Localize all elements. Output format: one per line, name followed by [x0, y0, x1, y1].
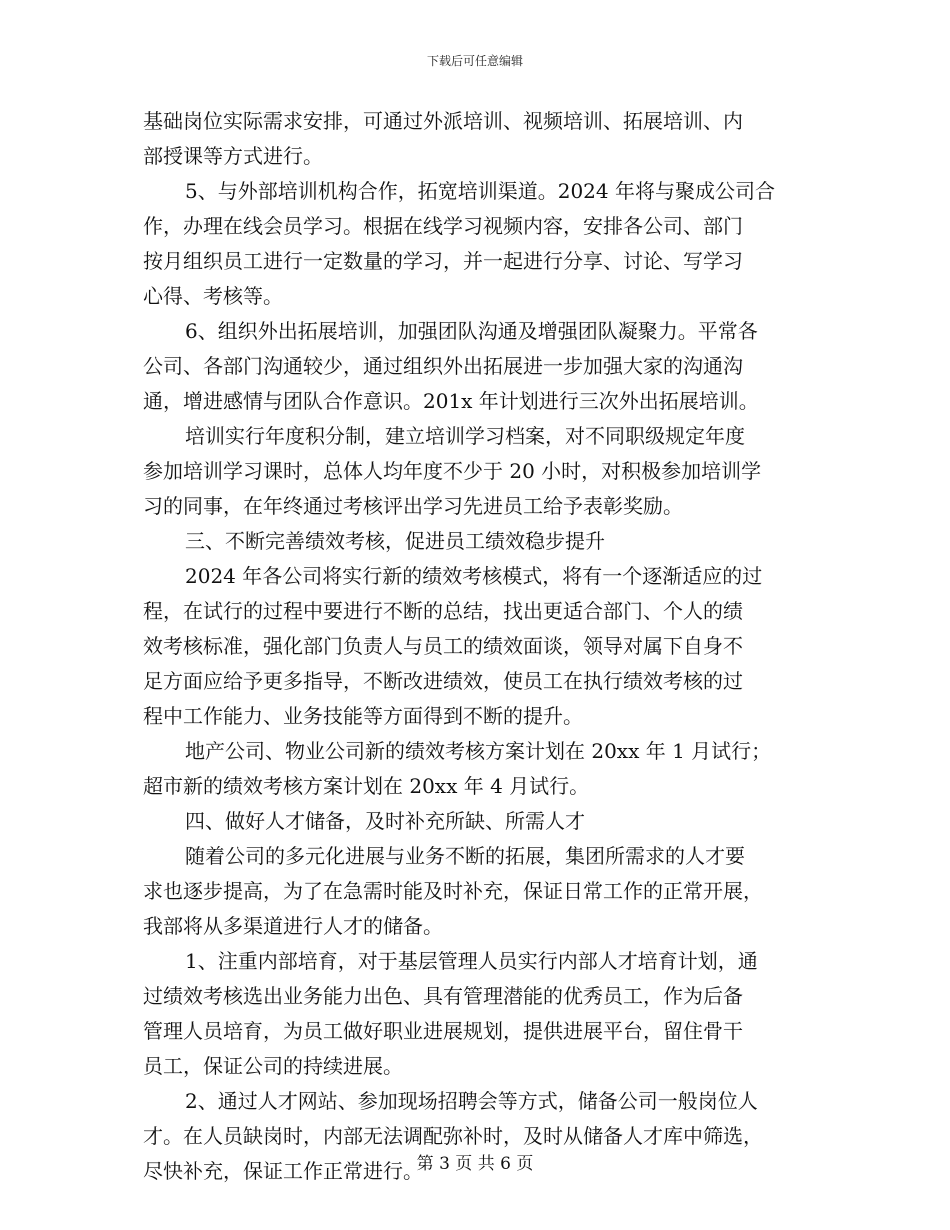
text-line: 足方面应给予更多指导，不断改进绩效，使员工在执行绩效考核的过: [143, 669, 743, 693]
text-line: 基础岗位实际需求安排，可通过外派培训、视频培训、拓展培训、内: [143, 109, 743, 133]
page-footer: 第 3 页 共 6 页: [416, 1154, 534, 1174]
text-line: 效考核标准，强化部门负责人与员工的绩效面谈，领导对属下自身不: [143, 634, 743, 658]
text-line: 尽快补充，保证工作正常进行。: [143, 1159, 423, 1183]
page-header: 下载后可任意编辑: [426, 54, 523, 68]
text-line: 参加培训学习课时，总体人均年度不少于 20 小时，对积极参加培训学: [143, 459, 762, 483]
text-line: 管理人员培育，为员工做好职业进展规划，提供进展平台，留住骨干: [143, 1019, 743, 1043]
text-line: 程中工作能力、业务技能等方面得到不断的提升。: [143, 704, 583, 728]
text-line: 按月组织员工进行一定数量的学习，并一起进行分享、讨论、写学习: [143, 249, 743, 273]
text-line: 求也逐步提高，为了在急需时能及时补充，保证日常工作的正常开展，: [143, 879, 763, 903]
text-line: 超市新的绩效考核方案计划在 20xx 年 4 月试行。: [143, 774, 590, 798]
text-line: 才。在人员缺岗时，内部无法调配弥补时，及时从储备人才库中筛选，: [143, 1124, 763, 1148]
section-heading: 四、做好人才储备，及时补充所缺、所需人才: [185, 809, 585, 833]
text-line: 习的同事，在年终通过考核评出学习先进员工给予表彰奖励。: [143, 494, 683, 518]
section-heading: 三、不断完善绩效考核，促进员工绩效稳步提升: [185, 529, 605, 553]
text-line: 6、组织外出拓展培训，加强团队沟通及增强团队凝聚力。平常各: [185, 319, 758, 343]
text-line: 我部将从多渠道进行人才的储备。: [143, 914, 443, 938]
text-line: 程，在试行的过程中要进行不断的总结，找出更适合部门、个人的绩: [143, 599, 743, 623]
text-line: 作，办理在线会员学习。根据在线学习视频内容，安排各公司、部门: [143, 214, 743, 238]
text-line: 培训实行年度积分制，建立培训学习档案，对不同职级规定年度: [185, 424, 745, 448]
text-line: 5、与外部培训机构合作，拓宽培训渠道。2024 年将与聚成公司合: [185, 179, 775, 203]
text-line: 过绩效考核选出业务能力出色、具有管理潜能的优秀员工，作为后备: [143, 984, 743, 1008]
text-line: 2、通过人才网站、参加现场招聘会等方式，储备公司一般岗位人: [185, 1089, 758, 1113]
text-line: 1、注重内部培育，对于基层管理人员实行内部人才培育计划，通: [185, 949, 758, 973]
text-line: 员工，保证公司的持续进展。: [143, 1054, 403, 1078]
text-line: 2024 年各公司将实行新的绩效考核模式，将有一个逐渐适应的过: [185, 564, 763, 588]
text-line: 随着公司的多元化进展与业务不断的拓展，集团所需求的人才要: [185, 844, 745, 868]
text-line: 公司、各部门沟通较少，通过组织外出拓展进一步加强大家的沟通沟: [143, 354, 743, 378]
document-body: [143, 104, 813, 1189]
text-line: 通，增进感情与团队合作意识。201x 年计划进行三次外出拓展培训。: [143, 389, 759, 413]
text-line: 心得、考核等。: [143, 284, 283, 308]
text-line: 部授课等方式进行。: [143, 144, 323, 168]
text-line: 地产公司、物业公司新的绩效考核方案计划在 20xx 年 1 月试行；: [185, 739, 772, 763]
